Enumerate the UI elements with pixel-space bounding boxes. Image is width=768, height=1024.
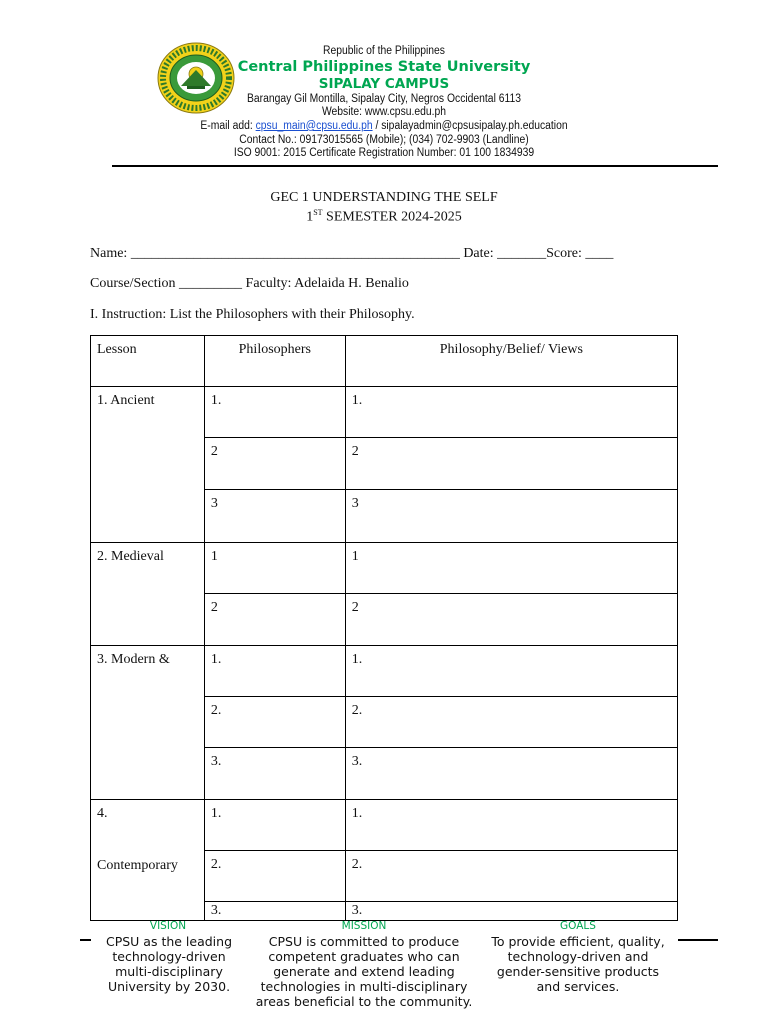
philosopher-cell[interactable]: 2.	[204, 851, 345, 902]
footer-vision-heading: VISION	[149, 920, 187, 932]
philosophy-cell[interactable]: 2	[345, 594, 677, 646]
philosopher-cell[interactable]: 1	[204, 543, 345, 594]
header-divider	[112, 165, 718, 167]
philosopher-cell[interactable]: 1.	[204, 800, 345, 851]
name-date-score-line[interactable]: Name: _______________________________________________ Date: _______Score: ____	[90, 246, 614, 261]
table-row	[91, 800, 678, 851]
footer-goals-text: To provide efficient, quality, technology-driven and gender-sensitive products and services.	[491, 934, 665, 994]
philosophy-cell[interactable]: 1	[345, 543, 677, 594]
email-label: E-mail add:	[200, 120, 256, 132]
philosopher-cell[interactable]: 2.	[204, 697, 345, 748]
semester-number: 1	[306, 209, 314, 225]
lesson-ancient: 1. Ancient	[91, 387, 205, 543]
philosopher-cell[interactable]: 1.	[204, 387, 345, 438]
lesson-modern: 3. Modern &	[91, 646, 205, 800]
header-contact: Contact No.: 09173015565 (Mobile); (034) 702-9903 (Landline)	[239, 134, 529, 146]
header-university-name: Central Philippines State University	[237, 59, 531, 75]
semester-superscript: ST	[313, 208, 323, 217]
header-address: Barangay Gil Montilla, Sipalay City, Negros Occidental 6113	[246, 93, 522, 105]
philosophy-cell[interactable]: 3.	[345, 902, 677, 921]
table-header-row	[91, 336, 678, 387]
header-campus-name: SIPALAY CAMPUS	[318, 76, 450, 92]
lesson-contemporary-number: 4.	[97, 806, 108, 821]
philosophy-cell[interactable]: 3.	[345, 748, 677, 800]
course-title: GEC 1 UNDERSTANDING THE SELF	[270, 190, 498, 205]
philosophy-cell[interactable]: 3	[345, 490, 677, 543]
philosophy-cell[interactable]: 2.	[345, 697, 677, 748]
header-email-line	[191, 120, 576, 134]
table-row	[91, 387, 678, 438]
email-link[interactable]: cpsu_main@cpsu.edu.ph	[255, 120, 373, 132]
header-philosophers: Philosophers	[204, 336, 345, 387]
philosopher-cell[interactable]: 1.	[204, 646, 345, 697]
header-iso: ISO 9001: 2015 Certificate Registration Number: 01 100 1834939	[233, 147, 535, 159]
semester-text: SEMESTER 2024-2025	[322, 209, 462, 225]
header-philosophy: Philosophy/Belief/ Views	[345, 336, 677, 387]
philosopher-cell[interactable]: 2	[204, 438, 345, 490]
footer-goals-heading: GOALS	[560, 920, 596, 932]
table-row	[91, 646, 678, 697]
lesson-medieval: 2. Medieval	[91, 543, 205, 646]
footer-vision-text: CPSU as the leading technology-driven multi-disciplinary University by 2030.	[105, 934, 233, 994]
header-republic: Republic of the Philippines	[323, 45, 445, 57]
philosopher-cell[interactable]: 3.	[204, 902, 345, 921]
footer-right-dash	[678, 939, 718, 941]
lesson-contemporary	[91, 800, 205, 921]
philosophy-cell[interactable]: 2.	[345, 851, 677, 902]
philosopher-cell[interactable]: 2	[204, 594, 345, 646]
email-rest: / sipalayadmin@cpsusipalay.ph.education	[372, 120, 568, 132]
header-lesson: Lesson	[91, 336, 205, 387]
semester-title	[0, 208, 768, 226]
footer-left-dash	[80, 939, 91, 941]
philosophy-cell[interactable]: 1.	[345, 800, 677, 851]
philosopher-cell[interactable]: 3	[204, 490, 345, 543]
philosophy-cell[interactable]: 1.	[345, 387, 677, 438]
philosophers-table	[90, 335, 678, 921]
philosophy-cell[interactable]: 1.	[345, 646, 677, 697]
header-website: Website: www.cpsu.edu.ph	[321, 106, 447, 118]
table-row	[91, 543, 678, 594]
footer-mission-heading: MISSION	[341, 920, 387, 932]
instruction-text: I. Instruction: List the Philosophers with their Philosophy.	[90, 307, 415, 322]
footer-mission-text: CPSU is committed to produce competent graduates who can generate and extend leading technologies in multi-disciplinary areas beneficial to the community.	[255, 934, 473, 1009]
lesson-contemporary-label: Contemporary	[97, 858, 178, 873]
philosophy-cell[interactable]: 2	[345, 438, 677, 490]
philosopher-cell[interactable]: 3.	[204, 748, 345, 800]
course-faculty-line: Course/Section _________ Faculty: Adelaida H. Benalio	[90, 276, 409, 291]
